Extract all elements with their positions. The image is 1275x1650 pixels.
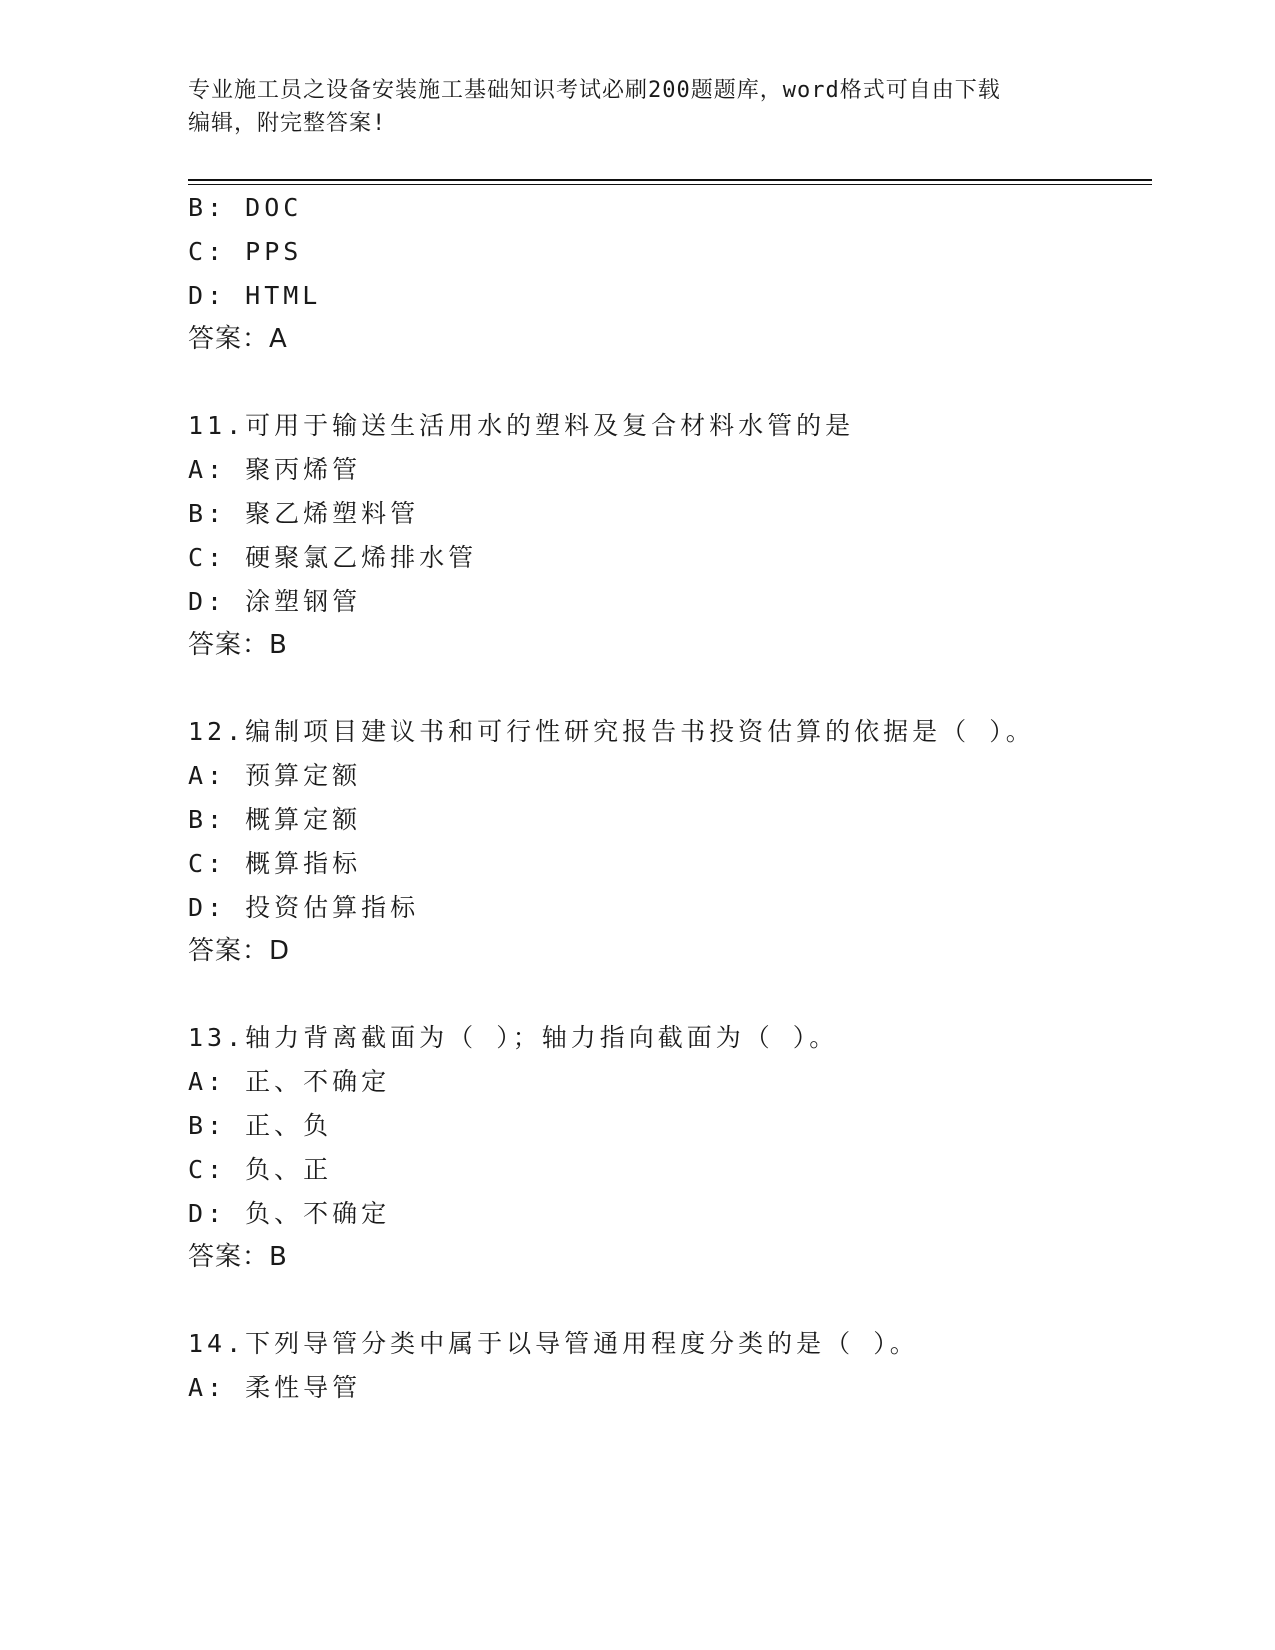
q11-question: 11.可用于输送生活用水的塑料及复合材料水管的是: [188, 411, 855, 440]
q12-option-a: A: 预算定额: [188, 761, 362, 790]
q11-option-d: D: 涂塑钢管: [188, 587, 362, 616]
q14-option-a: A: 柔性导管: [188, 1373, 362, 1402]
q10-option-c: C: PPS: [188, 237, 303, 266]
q11-option-b: B: 聚乙烯塑料管: [188, 499, 420, 528]
q10-option-d: D: HTML: [188, 281, 322, 310]
header-divider-thick: [188, 179, 1152, 181]
q10-answer: 答案：A: [188, 324, 288, 354]
q11-answer: 答案：B: [188, 630, 288, 660]
q13-question: 13.轴力背离截面为（ ）；轴力指向截面为（ ）。: [188, 1023, 839, 1052]
q13-option-b: B: 正、负: [188, 1111, 333, 1140]
q12-option-c: C: 概算指标: [188, 849, 362, 878]
header-divider-thin: [188, 184, 1152, 185]
q13-answer: 答案：B: [188, 1242, 288, 1272]
document-header: [188, 74, 1088, 140]
q11-option-a: A: 聚丙烯管: [188, 455, 362, 484]
q13-option-c: C: 负、正: [188, 1155, 333, 1184]
header-title-line-1: 专业施工员之设备安装施工基础知识考试必刷200题题库，word格式可自由下载: [188, 78, 1001, 103]
q13-option-a: A: 正、不确定: [188, 1067, 391, 1096]
q12-question: 12.编制项目建议书和可行性研究报告书投资估算的依据是（ ）。: [188, 717, 1035, 746]
q12-option-d: D: 投资估算指标: [188, 893, 420, 922]
header-title-line-2: 编辑，附完整答案!: [188, 111, 387, 136]
q11-option-c: C: 硬聚氯乙烯排水管: [188, 543, 478, 572]
q14-question: 14.下列导管分类中属于以导管通用程度分类的是（ ）。: [188, 1329, 919, 1358]
q12-option-b: B: 概算定额: [188, 805, 362, 834]
q13-option-d: D: 负、不确定: [188, 1199, 391, 1228]
q10-option-b: B: DOC: [188, 193, 303, 222]
q12-answer: 答案：D: [188, 936, 291, 966]
